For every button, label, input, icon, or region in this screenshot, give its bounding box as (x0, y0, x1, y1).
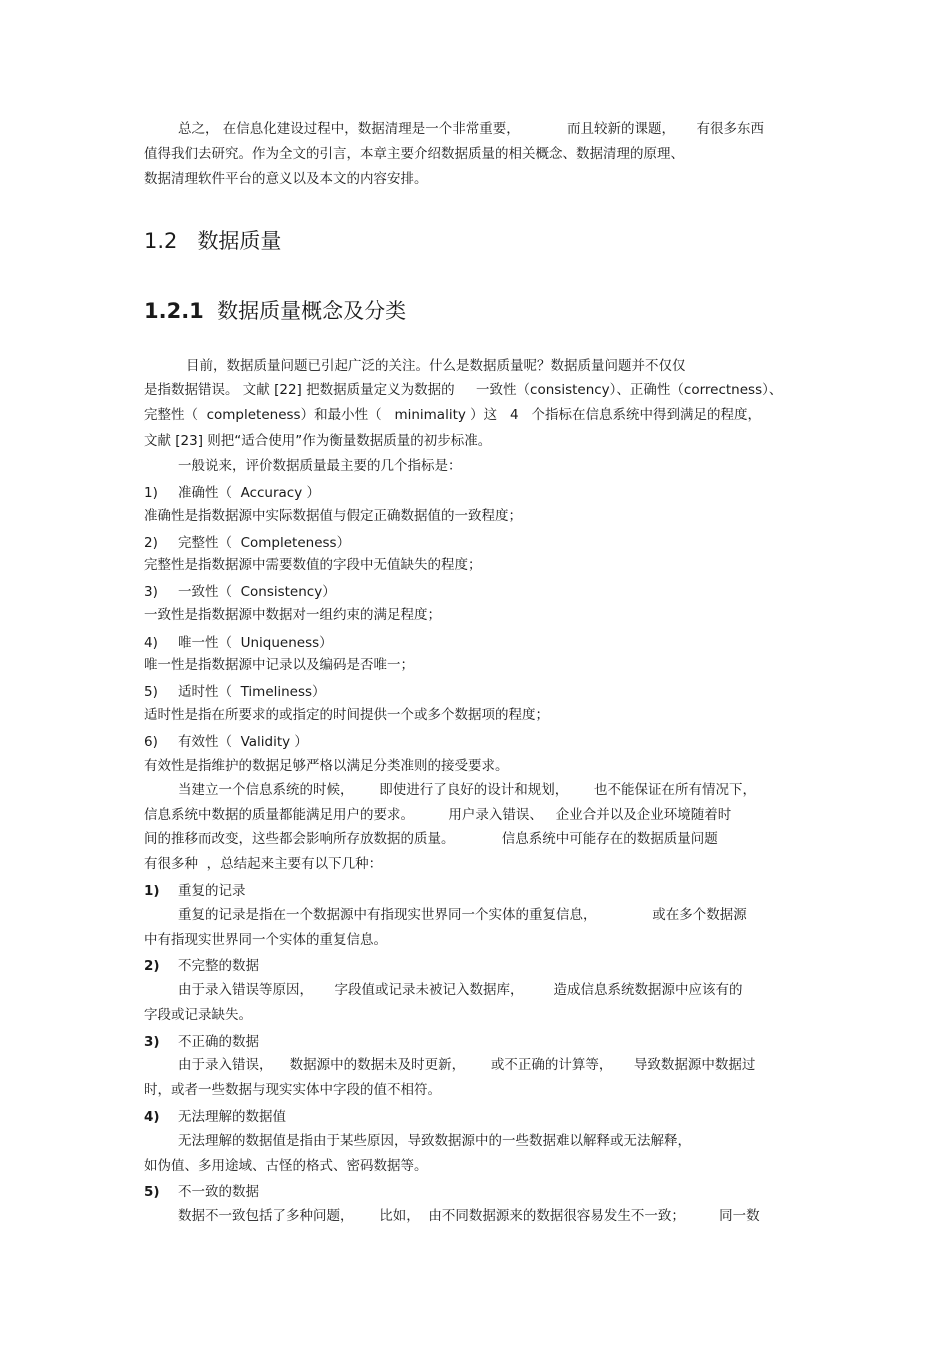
indicator-name: 有效性（ Validity ） (178, 734, 308, 750)
problem-title: 重复的记录 (178, 883, 246, 899)
definition-line: 文献 [23] 则把“适合使用”作为衡量数据质量的初步标准。 (144, 433, 492, 449)
definition-line: 是指数据错误。 文献 [22] 把数据质量定义为数据的 一致性（consistency）、正确性（correctness）、 (144, 382, 783, 398)
indicator-number: 6) (144, 734, 158, 750)
indicator-number: 1) (144, 485, 158, 501)
section-number: 1.2 (144, 229, 178, 253)
problem-title: 无法理解的数据值 (178, 1109, 286, 1125)
indicator-desc: 唯一性是指数据源中记录以及编码是否唯一； (144, 657, 414, 673)
indicator-desc: 适时性是指在所要求的或指定的时间提供一个或多个数据项的程度； (144, 707, 549, 723)
subsection-title: 数据质量概念及分类 (217, 299, 407, 323)
problems-intro-line: 信息系统中数据的质量都能满足用户的要求。 用户录入错误、 企业合并以及企业环境随着时 (144, 807, 732, 823)
problem-line: 中有指现实世界同一个实体的重复信息。 (144, 932, 387, 948)
indicator-number: 4) (144, 635, 158, 651)
section-heading (144, 227, 281, 255)
intro-line: 值得我们去研究。作为全文的引言，本章主要介绍数据质量的相关概念、数据清理的原理、 (144, 146, 684, 162)
problem-line: 数据不一致包括了多种问题， 比如， 由不同数据源来的数据很容易发生不一致； 同一数 (178, 1208, 760, 1224)
section-title: 数据质量 (197, 229, 282, 253)
indicator-name: 完整性（ Completeness） (178, 535, 351, 551)
problems-intro-line: 有很多种 ，总结起来主要有以下几种： (144, 856, 383, 872)
definition-line: 一般说来，评价数据质量最主要的几个指标是： (178, 458, 462, 474)
problem-number: 4) (144, 1109, 160, 1125)
indicator-name: 准确性（ Accuracy ） (178, 485, 321, 501)
indicator-name: 适时性（ Timeliness） (178, 684, 326, 700)
problem-line: 无法理解的数据值是指由于某些原因，导致数据源中的一些数据难以解释或无法解释， (178, 1133, 691, 1149)
indicator-desc: 一致性是指数据源中数据对一组约束的满足程度； (144, 607, 441, 623)
problem-title: 不完整的数据 (178, 958, 259, 974)
problem-number: 5) (144, 1184, 160, 1200)
problem-number: 1) (144, 883, 160, 899)
problem-number: 2) (144, 958, 160, 974)
problem-number: 3) (144, 1034, 160, 1050)
indicator-number: 2) (144, 535, 158, 551)
problems-intro-line: 当建立一个信息系统的时候， 即使进行了良好的设计和规划， 也不能保证在所有情况下， (178, 782, 756, 798)
subsection-number: 1.2.1 (144, 299, 204, 323)
problem-line: 如伪值、多用途域、古怪的格式、密码数据等。 (144, 1158, 428, 1174)
problem-line: 重复的记录是指在一个数据源中有指现实世界同一个实体的重复信息， 或在多个数据源 (178, 907, 747, 923)
indicator-name: 一致性（ Consistency） (178, 584, 336, 600)
problem-line: 时，或者一些数据与现实实体中字段的值不相符。 (144, 1082, 441, 1098)
subsection-heading (144, 297, 406, 325)
problems-intro-line: 间的推移而改变，这些都会影响所存放数据的质量。 信息系统中可能存在的数据质量问题 (144, 831, 718, 847)
indicator-desc: 有效性是指维护的数据足够严格以满足分类准则的接受要求。 (144, 758, 509, 774)
indicator-number: 5) (144, 684, 158, 700)
indicator-number: 3) (144, 584, 158, 600)
intro-line: 总之， 在信息化建设过程中，数据清理是一个非常重要， 而且较新的课题， 有很多东西 (178, 121, 764, 137)
problem-title: 不一致的数据 (178, 1184, 259, 1200)
problem-line: 由于录入错误等原因， 字段值或记录未被记入数据库， 造成信息系统数据源中应该有的 (178, 982, 743, 998)
problem-line: 由于录入错误， 数据源中的数据未及时更新， 或不正确的计算等， 导致数据源中数据过 (178, 1057, 756, 1073)
intro-line: 数据清理软件平台的意义以及本文的内容安排。 (144, 171, 428, 187)
definition-line: 完整性（ completeness）和最小性（ minimality ）这 4 个指标在信息系统中得到满足的程度， (144, 407, 761, 423)
indicator-name: 唯一性（ Uniqueness） (178, 635, 333, 651)
indicator-desc: 准确性是指数据源中实际数据值与假定正确数据值的一致程度； (144, 508, 522, 524)
problem-title: 不正确的数据 (178, 1034, 259, 1050)
problem-line: 字段或记录缺失。 (144, 1007, 252, 1023)
indicator-desc: 完整性是指数据源中需要数值的字段中无值缺失的程度； (144, 557, 482, 573)
definition-line: 目前，数据质量问题已引起广泛的关注。什么是数据质量呢？数据质量问题并不仅仅 (186, 358, 686, 374)
